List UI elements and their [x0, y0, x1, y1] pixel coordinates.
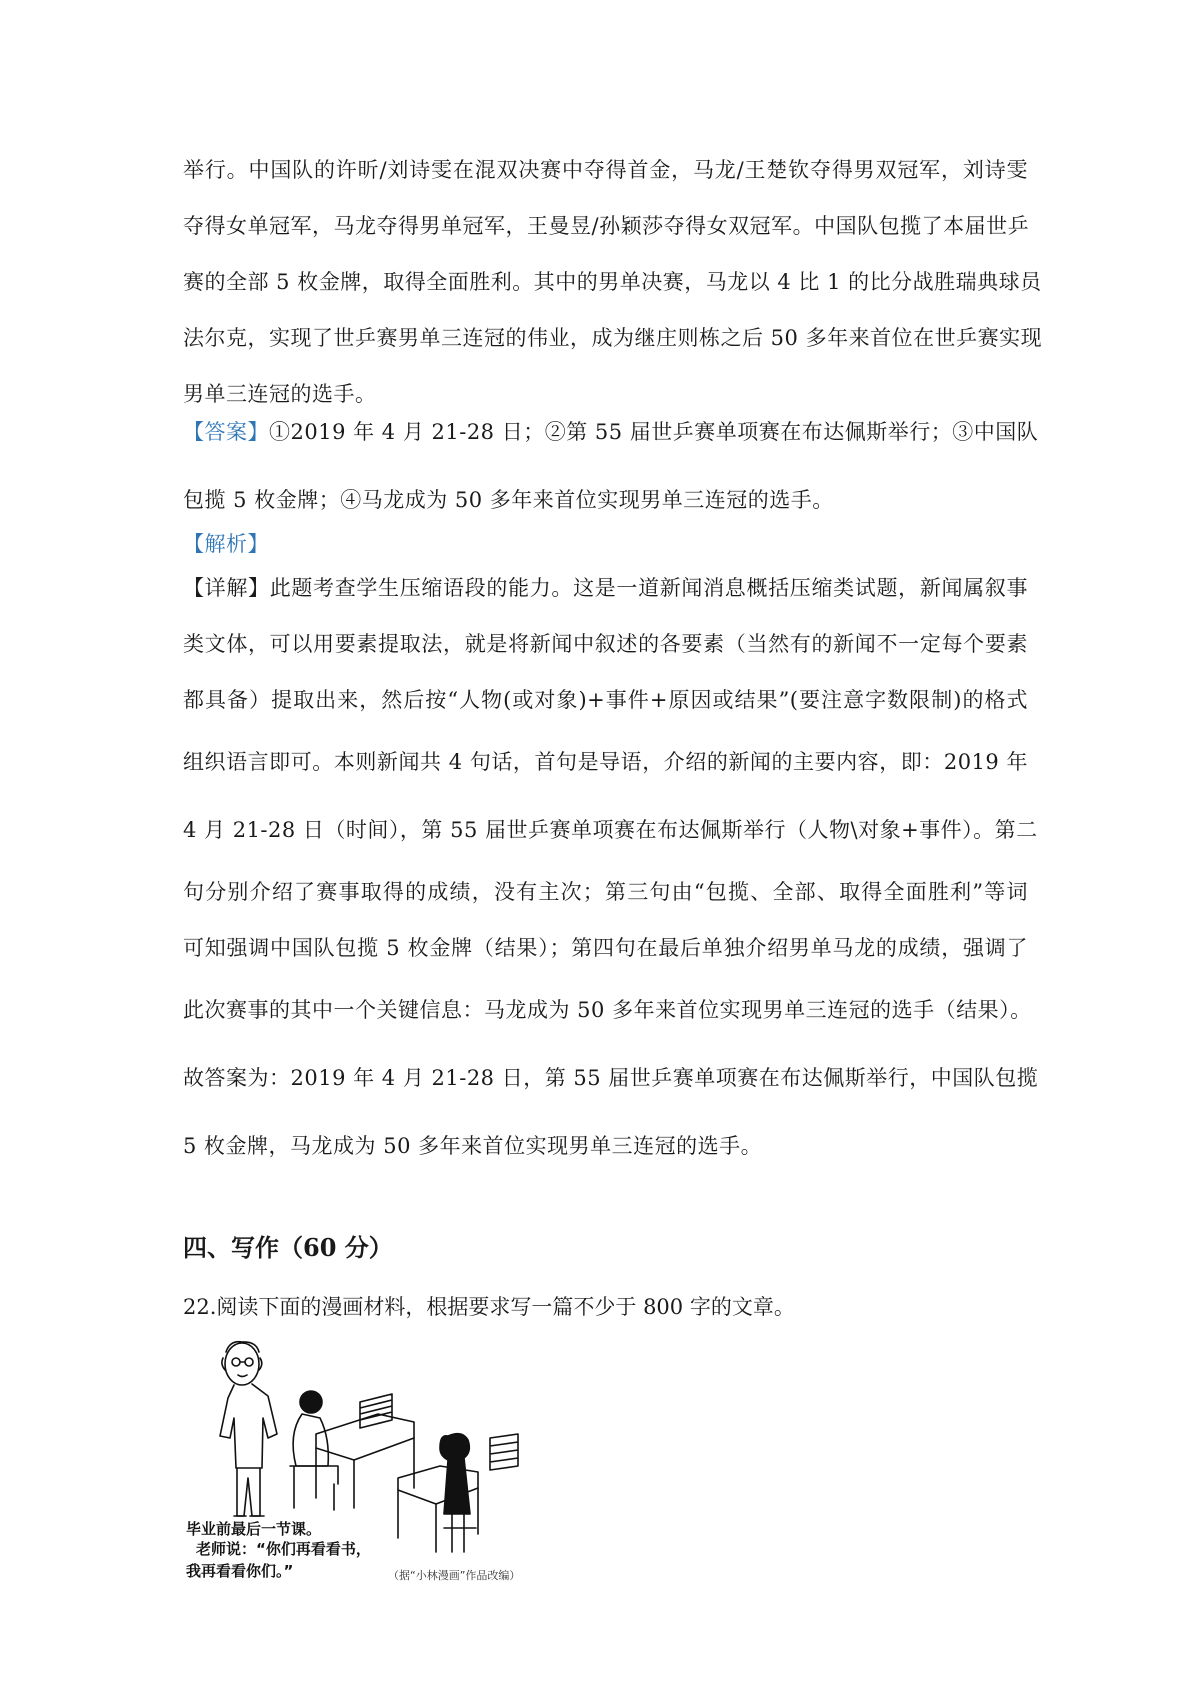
answer-line-2: 包揽 5 枚金牌；④马龙成为 50 多年来首位实现男单三连冠的选手。 [183, 488, 834, 512]
detail-line: 组织语言即可。本则新闻共 4 句话，首句是导语，介绍的新闻的主要内容，即：2019 年 [183, 750, 1028, 774]
student-1-head [300, 1391, 322, 1413]
intro-line: 男单三连冠的选手。 [183, 382, 377, 406]
detail-line: 类文体，可以用要素提取法，就是将新闻中叙述的各要素（当然有的新闻不一定每个要素 [183, 632, 1028, 656]
detail-line: 故答案为：2019 年 4 月 21-28 日，第 55 届世乒赛单项赛在布达佩斯举行，中国队包揽 [183, 1066, 1039, 1090]
detail-line-1 [183, 560, 1028, 616]
comic-illustration [178, 1338, 550, 1588]
answer-text-1: ①2019 年 4 月 21-28 日；②第 55 届世乒赛单项赛在布达佩斯举行；③中国队 [269, 420, 1039, 444]
comic-text-3: 我再看看你们。” [186, 1562, 294, 1580]
intro-line: 举行。中国队的许昕/刘诗雯在混双决赛中夺得首金，马龙/王楚钦夺得男双冠军，刘诗雯 [183, 158, 1028, 182]
detail-line: 可知强调中国队包揽 5 枚金牌（结果）；第四句在最后单独介绍男单马龙的成绩，强调了 [183, 936, 1028, 960]
intro-line: 法尔克，实现了世乒赛男单三连冠的伟业，成为继庄则栋之后 50 多年来首位在世乒赛实现 [183, 326, 1043, 350]
detail-line: 都具备）提取出来，然后按“人物(或对象)+事件+原因或结果”(要注意字数限制)的格式 [183, 688, 1028, 712]
answer-tag: 【答案】 [183, 420, 269, 444]
book-stack-2 [490, 1434, 518, 1470]
intro-line: 夺得女单冠军，马龙夺得男单冠军，王曼昱/孙颖莎夺得女双冠军。中国队包揽了本届世乒 [183, 214, 1030, 238]
section-heading: 四、写作（60 分） [183, 1233, 393, 1262]
intro-line: 赛的全部 5 枚金牌，取得全面胜利。其中的男单决赛，马龙以 4 比 1 的比分战胜瑞典球员 [183, 270, 1042, 294]
comic-text-1: 毕业前最后一节课。 [186, 1520, 322, 1538]
comic-caption: （据“小林漫画”作品改编） [388, 1569, 521, 1582]
student-2-figure [440, 1434, 470, 1514]
answer-block [183, 398, 1039, 534]
question-text: 22.阅读下面的漫画材料，根据要求写一篇不少于 800 字的文章。 [183, 1295, 795, 1319]
intro-paragraph [183, 142, 1043, 422]
detail-line: 此次赛事的其中一个关键信息：马龙成为 50 多年来首位实现男单三连冠的选手（结果）。 [183, 998, 1032, 1022]
detail-paragraph [183, 560, 1039, 1180]
book-stack-1 [360, 1394, 392, 1428]
desk-1 [316, 1414, 414, 1460]
detail-line: 4 月 21-28 日（时间），第 55 届世乒赛单项赛在布达佩斯举行（人物\对象+事件）。第二 [183, 818, 1038, 842]
answer-line-1 [183, 398, 1039, 466]
detail-line: 5 枚金牌，马龙成为 50 多年来首位实现男单三连冠的选手。 [183, 1134, 763, 1158]
analysis-tag: 【解析】 [183, 532, 269, 556]
detail-line: 句分别介绍了赛事取得的成绩，没有主次；第三句由“包揽、全部、取得全面胜利”等词 [183, 880, 1028, 904]
detail-text: 此题考查学生压缩语段的能力。这是一道新闻消息概括压缩类试题，新闻属叙事 [269, 576, 1029, 600]
comic-text-2: 老师说：“你们再看看书， [196, 1540, 371, 1558]
teacher-body [220, 1384, 277, 1468]
detail-tag: 【详解】 [183, 576, 270, 600]
teacher-head [225, 1343, 259, 1385]
